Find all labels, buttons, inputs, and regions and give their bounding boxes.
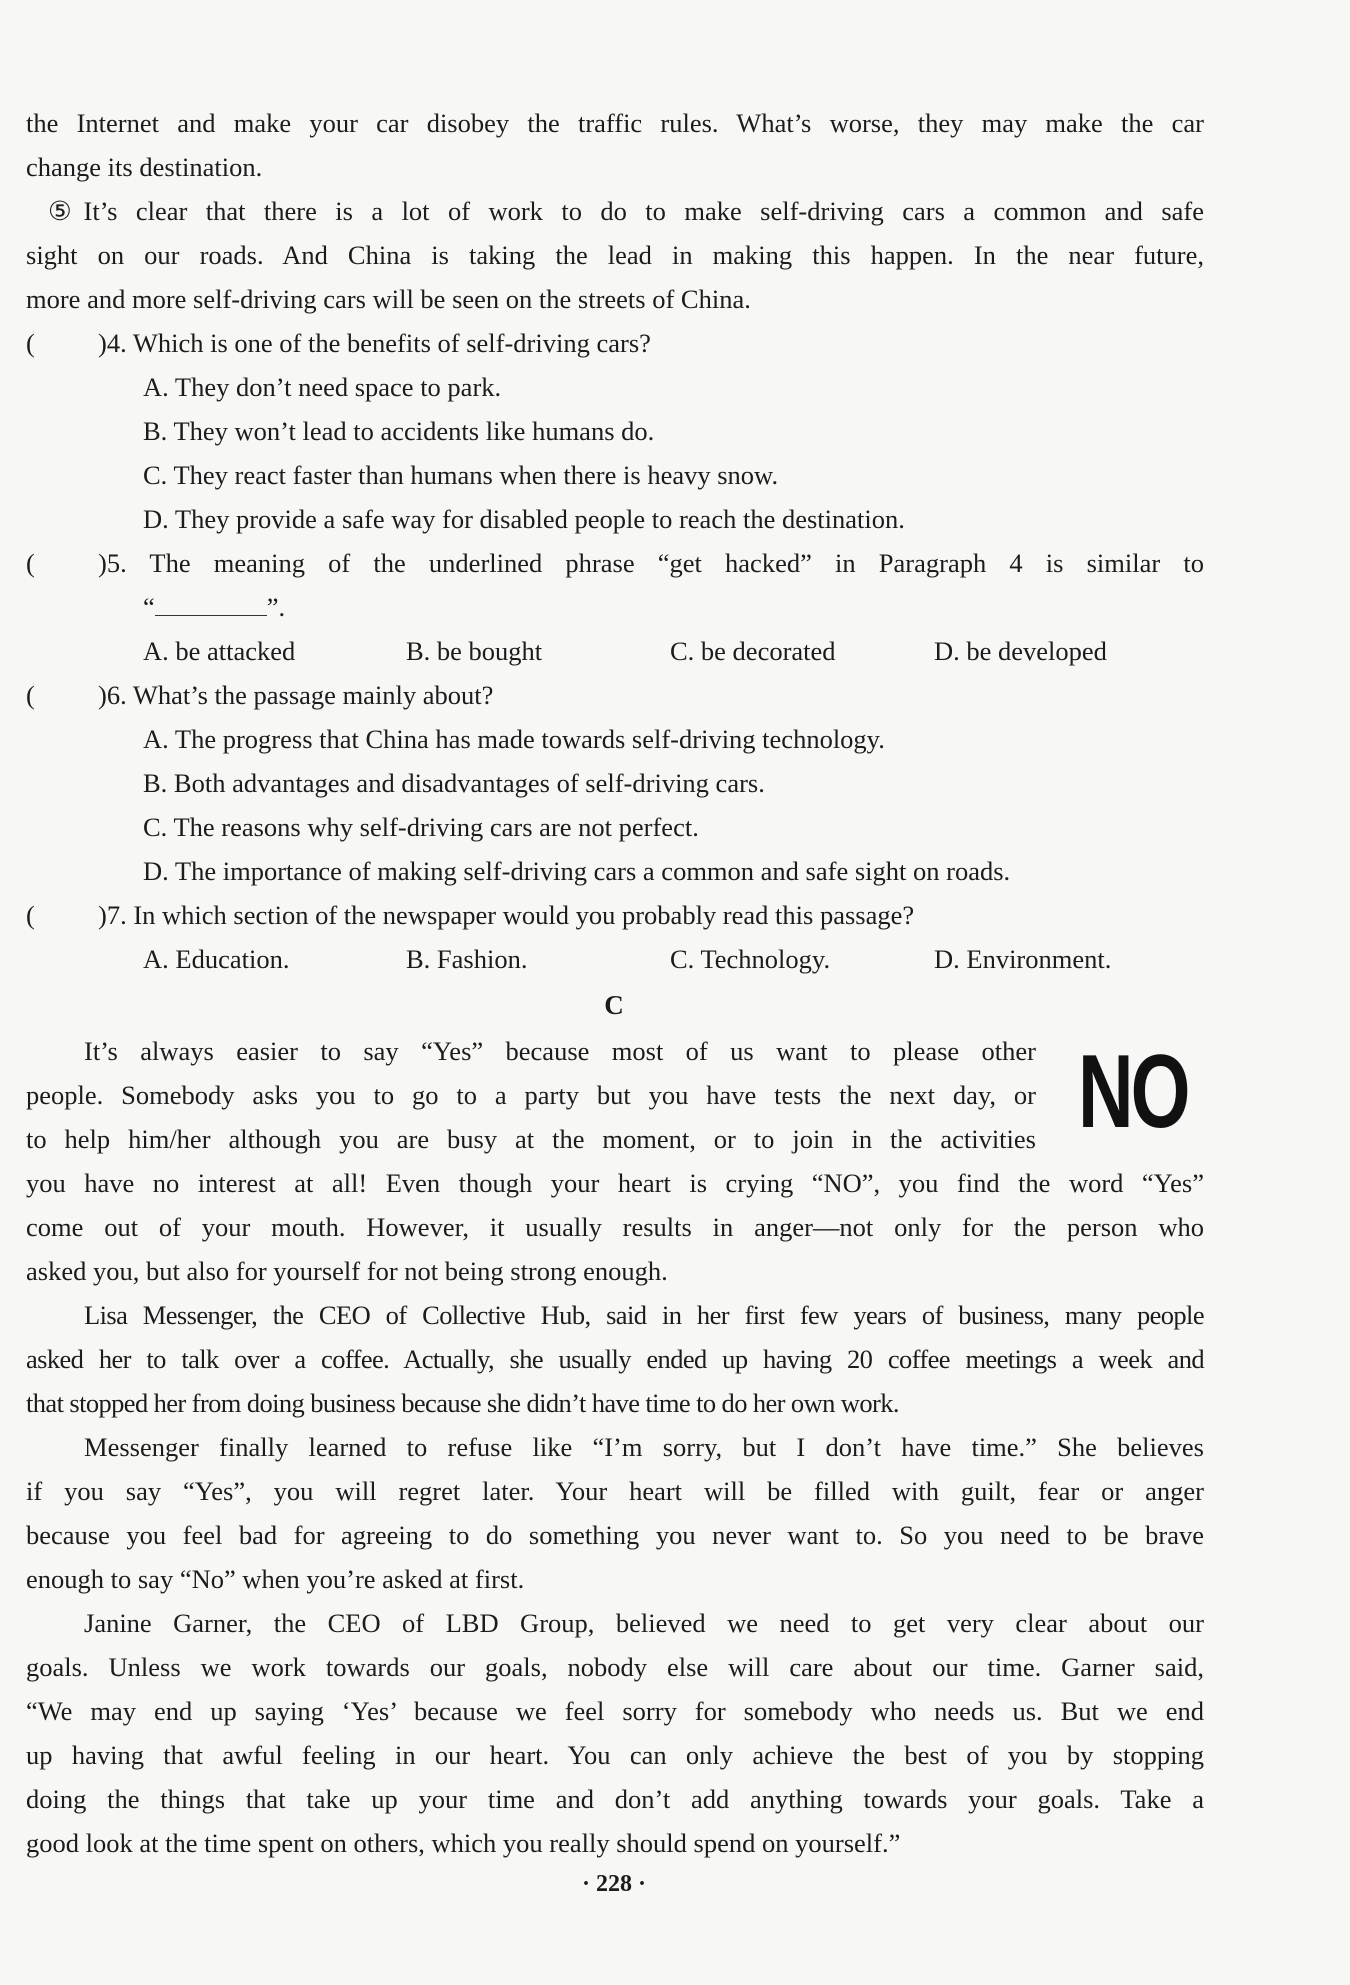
question-stem: )7. In which section of the newspaper would you probably read this passage? (98, 900, 915, 930)
passage-line: asked her to talk over a coffee. Actually, she usually ended up having 20 coffee meetings a week and (26, 1344, 1204, 1374)
passage-line: “We may end up saying ‘Yes’ because we feel sorry for somebody who needs us. But we end (26, 1696, 1204, 1726)
passage-line: because you feel bad for agreeing to do something you never want to. So you need to be brave (26, 1520, 1204, 1550)
open-quote: “ (143, 592, 155, 622)
options-row (143, 937, 1143, 981)
close-quote: ”. (266, 592, 286, 622)
passage-line: up having that awful feeling in our heart. You can only achieve the best of you by stopping (26, 1740, 1204, 1770)
page-number: · 228 · (581, 1871, 646, 1897)
question-stem: )4. Which is one of the benefits of self-driving cars? (98, 328, 651, 358)
no-logo-image: NO (1078, 1034, 1188, 1150)
option-a: A. They don’t need space to park. (143, 372, 502, 402)
passage-line: goals. Unless we work towards our goals, nobody else will care about our time. Garner said, (26, 1652, 1204, 1682)
question-7 (26, 893, 1204, 937)
passage-line: Messenger finally learned to refuse like “I’m sorry, but I don’t have time.” She believes (84, 1432, 1204, 1462)
option-b: B. Fashion. (406, 944, 528, 974)
question-5-blank (143, 585, 285, 629)
option-d: D. The importance of making self-driving cars a common and safe sight on roads. (143, 856, 1011, 886)
option-c: C. The reasons why self-driving cars are not perfect. (143, 812, 699, 842)
option-d: D. Environment. (934, 944, 1112, 974)
question-6 (26, 673, 1204, 717)
answer-paren[interactable]: ( (26, 328, 35, 358)
passage-line: you have no interest at all! Even though your heart is crying “NO”, you find the word “Yes” (26, 1168, 1204, 1198)
passage-line: ⑤It’s clear that there is a lot of work to do to make self-driving cars a common and safe (48, 196, 1204, 226)
passage-line: change its destination. (26, 152, 263, 182)
passage-line: good look at the time spent on others, which you really should spend on yourself.” (26, 1828, 901, 1858)
passage-line: It’s always easier to say “Yes” because most of us want to please other (84, 1036, 1036, 1066)
passage-line: Lisa Messenger, the CEO of Collective Hub, said in her first few years of business, many people (84, 1300, 1204, 1330)
passage-line: more and more self-driving cars will be seen on the streets of China. (26, 284, 751, 314)
passage-line: the Internet and make your car disobey the traffic rules. What’s worse, they may make the car (26, 108, 1204, 138)
section-title: C (604, 990, 624, 1020)
option-a: A. The progress that China has made towards self-driving technology. (143, 724, 885, 754)
fill-blank[interactable] (155, 593, 267, 616)
passage-line: enough to say “No” when you’re asked at first. (26, 1564, 525, 1594)
passage-line: come out of your mouth. However, it usually results in anger—not only for the person who (26, 1212, 1204, 1242)
option-c: C. They react faster than humans when there is heavy snow. (143, 460, 779, 490)
option-c: C. be decorated (670, 636, 836, 666)
question-stem: )6. What’s the passage mainly about? (98, 680, 494, 710)
option-d: D. be developed (934, 636, 1107, 666)
passage-line: to help him/her although you are busy at the moment, or to join in the activities (26, 1124, 1036, 1154)
question-4 (26, 321, 1204, 365)
passage-line: if you say “Yes”, you will regret later. Your heart will be filled with guilt, fear or anger (26, 1476, 1204, 1506)
option-b: B. They won’t lead to accidents like humans do. (143, 416, 655, 446)
question-stem: )5. The meaning of the underlined phrase “get hacked” in Paragraph 4 is similar to (98, 548, 1204, 578)
option-a: A. Education. (143, 944, 290, 974)
option-a: A. be attacked (143, 636, 296, 666)
passage-line: sight on our roads. And China is taking the lead in making this happen. In the near future, (26, 240, 1204, 270)
option-d: D. They provide a safe way for disabled people to reach the destination. (143, 504, 905, 534)
options-row (143, 629, 1143, 673)
answer-paren[interactable]: ( (26, 548, 35, 578)
option-b: B. be bought (406, 636, 543, 666)
passage-line: that stopped her from doing business because she didn’t have time to do her own work. (26, 1388, 899, 1418)
question-5 (26, 541, 1204, 585)
answer-paren[interactable]: ( (26, 900, 35, 930)
passage-line: Janine Garner, the CEO of LBD Group, believed we need to get very clear about our (84, 1608, 1204, 1638)
passage-line: asked you, but also for yourself for not being strong enough. (26, 1256, 668, 1286)
passage-line: people. Somebody asks you to go to a party but you have tests the next day, or (26, 1080, 1036, 1110)
answer-paren[interactable]: ( (26, 680, 35, 710)
passage-line: doing the things that take up your time and don’t add anything towards your goals. Take a (26, 1784, 1204, 1814)
option-b: B. Both advantages and disadvantages of self-driving cars. (143, 768, 765, 798)
option-c: C. Technology. (670, 944, 831, 974)
